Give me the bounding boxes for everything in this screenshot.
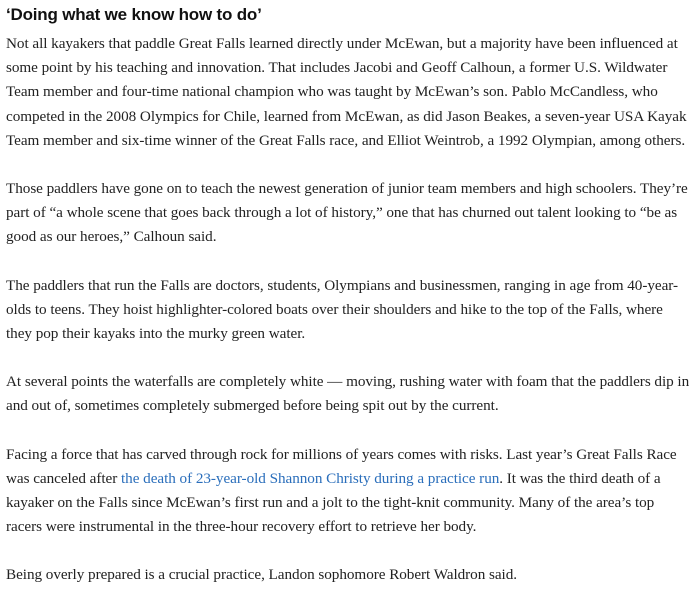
- article-body: [6, 0, 690, 612]
- paragraph-new-generation: Those paddlers have gone on to teach the newest generation of junior team members and high schoolers. They’re part of “a whole scene that goes back through a lot of history,” one that has churned out talent looking to “be as good as our heroes,” Calhoun said.: [6, 180, 688, 246]
- paragraph-risks-after: . It was the third death of a kayaker on the Falls since McEwan’s first run and a jolt to the tight-knit community. Many of the area’s top racers were instrumental in the three-hour recovery effort to retrieve her body.: [6, 469, 661, 536]
- shannon-christy-article-link[interactable]: the death of 23-year-old Shannon Christy during a practice run: [121, 469, 500, 487]
- paragraph-white-water: At several points the waterfalls are completely white — moving, rushing water with foam that the paddlers dip in and out of, sometimes completely submerged before being spit out by the current.: [6, 373, 690, 415]
- paragraph-mcewan-influence: Not all kayakers that paddle Great Falls learned directly under McEwan, but a majority have been influenced at some point by his teaching and innovation. That includes Jacobi and Geoff Calhoun, a former U.S. Wildwater Team member and four-time national champion who was taught by McEwan’s son. Pablo McCandless, who competed in the 2008 Olympics for Chile, learned from McEwan, as did Jason Beakes, a seven-year USA Kayak Team member and six-time winner of the Great Falls race, and Elliot Weintrob, a 1992 Olympian, among others.: [6, 35, 687, 149]
- paragraph-paddlers-description: The paddlers that run the Falls are doctors, students, Olympians and businessmen, ranging in age from 40-year-olds to teens. They hoist highlighter-colored boats over their shoulders and hike to the top of the Falls, where they pop their kayaks into the murky green water.: [6, 276, 678, 343]
- paragraph-risks-before: Facing a force that has carved through rock for millions of years comes with risks. Last year’s Great Falls Race was canceled after: [6, 445, 677, 487]
- paragraph-risks: [6, 443, 690, 540]
- section-heading: ‘Doing what we know how to do’: [6, 5, 262, 24]
- paragraph-preparation: Being overly prepared is a crucial practice, Landon sophomore Robert Waldron said.: [6, 566, 518, 584]
